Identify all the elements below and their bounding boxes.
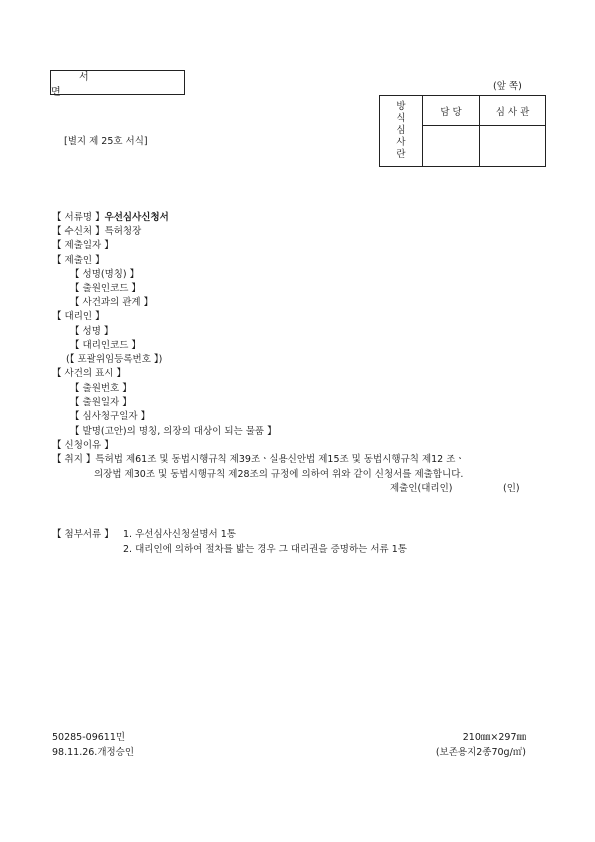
- doc-name-value: 우선심사신청서: [104, 212, 169, 223]
- agent-general-row: (【 포괄위임등록번호 】): [66, 354, 163, 365]
- approval-table: [379, 95, 546, 167]
- document-title-box: [50, 70, 185, 98]
- purpose-row: [52, 454, 465, 466]
- agent-row: 【 대리인 】: [52, 311, 105, 322]
- purpose-line-2: 의장법 제30조 및 동법시행규칙 제28조의 규정에 의하여 위와 같이 신청서를 제출합니다.: [94, 469, 464, 480]
- approval-cell-charge[interactable]: [423, 126, 480, 167]
- case-title-row: 【 발명(고안)의 명칭, 의장의 대상이 되는 물품 】: [70, 426, 277, 437]
- purpose-line-1: 특허법 제61조 및 동법시행규칙 제39조ㆍ실용신안법 제15조 및 동법시행규칙 제12 조ㆍ: [95, 454, 465, 465]
- case-exam-date-row: 【 심사청구일자 】: [70, 411, 151, 422]
- purpose-label: 【 취지 】: [52, 454, 96, 465]
- attachment-item-1: 1. 우선심사신청설명서 1통: [123, 529, 236, 540]
- form-number: [별지 제 25호 서식]: [64, 136, 148, 147]
- submitter-relation-row: 【 사건과의 관계 】: [70, 297, 154, 308]
- seal-mark: (인): [503, 483, 520, 494]
- agent-name-row: 【 성명 】: [70, 326, 114, 337]
- approval-cell-examiner[interactable]: [480, 126, 546, 167]
- case-app-date-row: 【 출원일자 】: [70, 397, 132, 408]
- case-row: 【 사건의 표시 】: [52, 368, 126, 379]
- agent-code-row: 【 대리인코드 】: [70, 340, 141, 351]
- submitter-row: 【 제출인 】: [52, 255, 105, 266]
- submitter-code-row: 【 출원인코드 】: [70, 283, 141, 294]
- reason-row: 【 신청이유 】: [52, 440, 114, 451]
- submitter-signature: 제출인(대리인): [390, 483, 453, 494]
- recipient-row: 【 수신처 】특허청장: [52, 226, 142, 237]
- case-app-no-row: 【 출원번호 】: [70, 383, 132, 394]
- footer-paper-type: (보존용지2종70g/㎡): [435, 747, 526, 758]
- footer-paper-size: 210㎜×297㎜: [462, 732, 526, 743]
- doc-name-label: 【 서류명 】: [52, 212, 105, 223]
- footer-code: 50285-09611민: [52, 732, 126, 743]
- submit-date-row: 【 제출일자 】: [52, 240, 114, 251]
- approval-col-examiner: 심 사 관: [480, 96, 546, 126]
- doc-name-row: [52, 212, 169, 224]
- approval-col-charge: 담 당: [423, 96, 480, 126]
- footer-approval-date: 98.11.26.개정승인: [52, 747, 135, 758]
- attachment-item-2: 2. 대리인에 의하여 절차를 밟는 경우 그 대리권을 증명하는 서류 1통: [123, 544, 407, 555]
- front-page-label: (앞 쪽): [493, 81, 522, 92]
- approval-vertical-label: 방 식 심 사 란: [380, 96, 423, 167]
- document-title: 서 면: [51, 71, 117, 98]
- submitter-name-row: 【 성명(명칭) 】: [70, 269, 140, 280]
- attachments-label: 【 첨부서류 】: [52, 529, 114, 540]
